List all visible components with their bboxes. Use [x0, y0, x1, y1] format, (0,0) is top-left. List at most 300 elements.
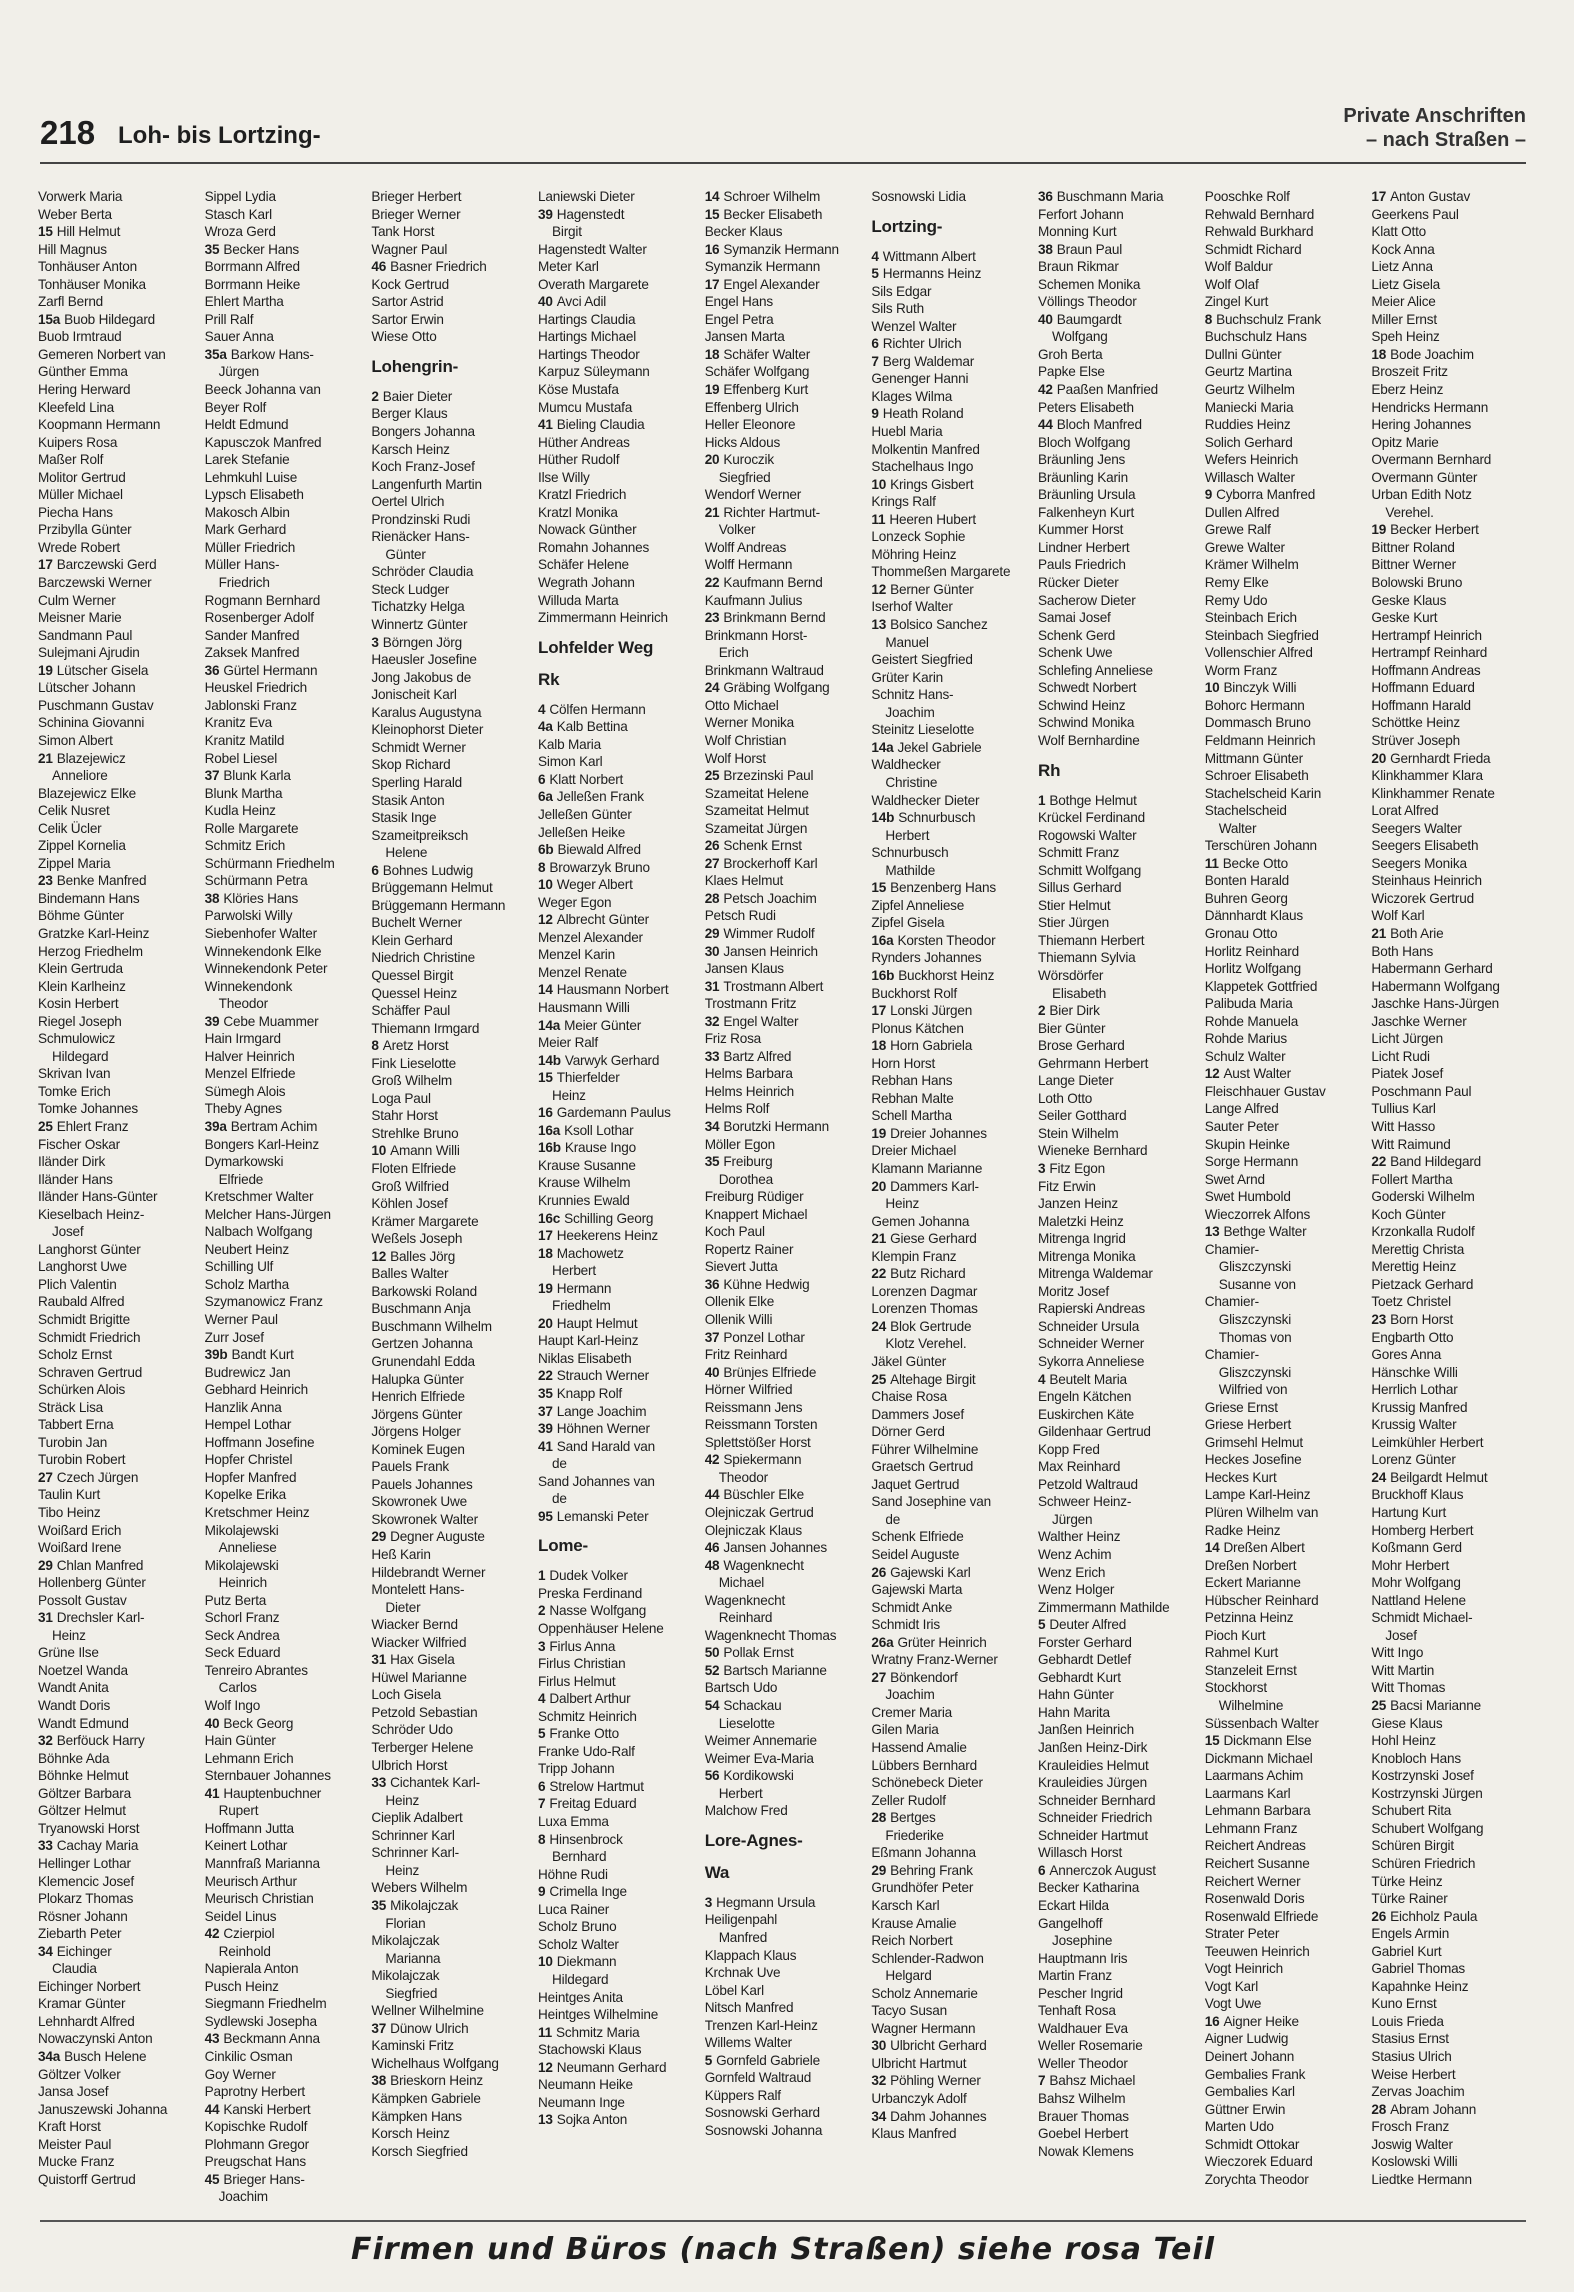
resident-entry — [1038, 1055, 1199, 1073]
resident-entry — [871, 1581, 1032, 1599]
resident-name: Beyer Rolf — [204, 399, 267, 415]
resident-entry — [705, 2052, 866, 2070]
resident-entry — [1205, 2101, 1366, 2119]
resident-entry — [38, 1276, 199, 1294]
resident-name: Stasius Ernst — [1371, 2031, 1449, 2047]
resident-entry — [1038, 416, 1199, 434]
resident-name: Meier Alice — [1371, 294, 1436, 310]
resident-entry — [371, 1827, 532, 1845]
resident-name: Tenhaft Rosa — [1038, 2003, 1116, 2019]
resident-entry — [1038, 862, 1199, 880]
resident-name: Mitrenga Waldemar — [1038, 1266, 1153, 1282]
resident-name: Terschüren Johann — [1204, 838, 1317, 854]
resident-name: Meier Günter — [564, 1017, 642, 1033]
resident-entry — [205, 1118, 366, 1136]
resident-name: Cachay Maria — [56, 1838, 139, 1854]
resident-name: Kretschmer Heinz — [204, 1505, 310, 1521]
resident-entry — [371, 756, 532, 774]
resident-name: Kostrzynski Jürgen — [1371, 1785, 1483, 1801]
resident-name: Wieneke Bernhard — [1038, 1143, 1148, 1159]
house-number: 4 — [1038, 1371, 1046, 1387]
resident-name: Sandmann Paul — [38, 627, 133, 643]
resident-name: Leimkühler Herbert — [1371, 1434, 1484, 1450]
resident-entry — [38, 1662, 199, 1680]
resident-entry — [1205, 837, 1366, 855]
resident-name: Urbanczyk Adolf — [871, 2090, 967, 2106]
resident-name: Rebhan Hans — [871, 1073, 953, 1089]
resident-entry — [1371, 1820, 1532, 1838]
resident-entry — [1205, 1399, 1366, 1417]
resident-entry — [1038, 827, 1199, 845]
resident-entry — [538, 1795, 699, 1813]
resident-entry — [1371, 2171, 1532, 2189]
resident-entry — [38, 1802, 199, 1820]
resident-name: Hausmann Willi — [538, 999, 630, 1015]
resident-entry — [871, 809, 1032, 827]
resident-name: Giese Gerhard — [890, 1231, 977, 1247]
resident-entry — [538, 206, 699, 224]
resident-entry — [38, 223, 199, 241]
resident-name: Theby Agnes — [204, 1101, 282, 1117]
resident-name: Bohorc Hermann — [1204, 697, 1305, 713]
resident-entry — [1371, 556, 1532, 574]
resident-entry — [205, 2048, 366, 2066]
resident-entry — [538, 1315, 699, 1333]
resident-name: Schnurbusch — [898, 810, 976, 826]
resident-entry — [38, 697, 199, 715]
resident-entry — [205, 1890, 366, 1908]
resident-name: Kopelke Erika — [204, 1487, 286, 1503]
resident-name: Klaus Manfred — [871, 2126, 957, 2142]
resident-name: Reissmann Torsten — [704, 1417, 818, 1433]
resident-entry — [705, 311, 866, 329]
resident-entry — [1371, 381, 1532, 399]
resident-entry — [705, 556, 866, 574]
resident-name: Meisner Marie — [38, 610, 122, 626]
resident-entry — [871, 1879, 1032, 1897]
resident-name: Krause Amalie — [871, 1915, 957, 1931]
resident-name: Simon Karl — [538, 754, 603, 770]
resident-name: Korsten Theodor — [897, 932, 996, 948]
resident-entry — [371, 2108, 532, 2126]
house-number: 22 — [538, 1368, 553, 1384]
resident-entry — [371, 511, 532, 529]
house-number: 35 — [704, 1154, 720, 1170]
resident-entry — [1371, 732, 1532, 750]
resident-name: Napierala Anton — [204, 1961, 299, 1977]
resident-name: Schürmann Friedhelm — [204, 855, 335, 871]
resident-name: Sievert Jutta — [704, 1259, 778, 1275]
resident-entry — [371, 581, 532, 599]
house-number: 39b — [204, 1347, 228, 1363]
listing-column-5 — [705, 188, 872, 2188]
resident-entry — [1038, 967, 1199, 985]
resident-entry — [205, 767, 366, 785]
resident-entry — [38, 539, 199, 557]
resident-entry — [205, 486, 366, 504]
resident-entry — [205, 521, 366, 539]
resident-name: Olejniczak Klaus — [704, 1522, 802, 1538]
house-number: 24 — [1371, 1469, 1387, 1485]
house-number: 34 — [704, 1118, 720, 1134]
resident-entry — [705, 1241, 866, 1259]
resident-name: Marten Udo — [1204, 2119, 1274, 2135]
resident-entry — [1371, 697, 1532, 715]
resident-entry — [871, 1406, 1032, 1424]
resident-name: Trenzen Karl-Heinz — [704, 2017, 818, 2033]
resident-name: Lietz Anna — [1371, 259, 1433, 275]
resident-name: Machowetz — [556, 1245, 624, 1261]
resident-entry — [1038, 879, 1199, 897]
resident-name: Freiburg Rüdiger — [704, 1189, 804, 1205]
resident-entry — [705, 1679, 866, 1697]
resident-entry — [705, 2034, 866, 2052]
resident-name: Gürtel Hermann — [223, 662, 318, 678]
resident-name: Schell Martha — [871, 1108, 952, 1124]
house-number: 6 — [371, 862, 379, 878]
resident-name: Putz Berta — [204, 1592, 267, 1608]
resident-entry — [205, 750, 366, 768]
resident-entry — [371, 879, 532, 897]
resident-name: Kordikowski — [723, 1768, 794, 1784]
resident-name: Wimmer Rudolf — [723, 925, 815, 941]
resident-entry — [1371, 1644, 1532, 1662]
resident-entry — [38, 820, 199, 838]
resident-entry — [705, 2069, 866, 2087]
resident-name: Mitrenga Ingrid — [1038, 1231, 1126, 1247]
resident-name: Effenberg Ulrich — [704, 399, 799, 415]
listing-column-1 — [38, 188, 205, 2188]
resident-entry — [1038, 1669, 1199, 1687]
resident-entry — [1038, 809, 1199, 827]
resident-entry — [371, 1090, 532, 1108]
resident-entry — [1038, 1037, 1199, 1055]
resident-entry — [1371, 1311, 1532, 1329]
resident-name: Molitor Gertrud — [38, 469, 126, 485]
resident-name: Petsch Rudi — [704, 908, 776, 924]
resident-name: Steinbach Siegfried — [1204, 627, 1319, 643]
resident-name: Zimmermann Heinrich — [538, 610, 668, 626]
resident-name: Josef — [52, 1224, 84, 1240]
resident-entry — [371, 2090, 532, 2108]
resident-name: Müller Friedrich — [204, 539, 296, 555]
resident-name: Berföuck Harry — [56, 1733, 145, 1749]
resident-name: Carlos — [218, 1680, 257, 1696]
resident-entry — [205, 206, 366, 224]
resident-entry — [538, 1883, 699, 1901]
resident-entry — [705, 1048, 866, 1066]
resident-name: Seck Andrea — [204, 1627, 280, 1643]
resident-name: Zeller Rudolf — [871, 1792, 946, 1808]
resident-entry — [1205, 1697, 1366, 1715]
resident-entry — [705, 1767, 866, 1785]
resident-entry — [1371, 293, 1532, 311]
resident-entry — [871, 616, 1032, 634]
resident-name: Molkentin Manfred — [871, 441, 980, 457]
resident-name: Schmidt Michael- — [1371, 1610, 1473, 1626]
resident-name: Hildebrandt Werner — [371, 1564, 486, 1580]
resident-name: Barkow Hans- — [230, 346, 314, 362]
resident-entry — [1205, 1013, 1366, 1031]
resident-name: Kratzl Friedrich — [538, 487, 627, 503]
resident-name: Grunendahl Edda — [371, 1354, 475, 1369]
resident-entry — [205, 820, 366, 838]
resident-entry — [1205, 1522, 1366, 1540]
resident-name: Jelleßen Frank — [556, 789, 644, 805]
resident-entry — [38, 925, 199, 943]
house-number: 28 — [1371, 2101, 1387, 2117]
resident-entry — [705, 1293, 866, 1311]
resident-name: Baumgardt — [1056, 311, 1122, 327]
resident-name: Cieplik Adalbert — [371, 1810, 463, 1826]
resident-name: Dörner Gerd — [871, 1424, 945, 1440]
resident-entry — [1205, 1750, 1366, 1768]
resident-name: Larek Stefanie — [204, 452, 290, 468]
resident-entry — [371, 985, 532, 1003]
resident-entry — [538, 609, 699, 627]
resident-name: Firlus Helmut — [538, 1673, 616, 1689]
resident-entry — [1371, 644, 1532, 662]
resident-entry — [871, 1020, 1032, 1038]
resident-entry — [1205, 1083, 1366, 1101]
resident-entry — [871, 669, 1032, 687]
resident-name: Blunk Martha — [204, 785, 283, 801]
house-number: 20 — [704, 452, 720, 468]
resident-name: Maßer Rolf — [38, 452, 104, 468]
resident-name: Woißard Irene — [38, 1540, 122, 1556]
resident-entry — [38, 837, 199, 855]
resident-entry — [371, 528, 532, 546]
house-number: 44 — [704, 1487, 720, 1503]
resident-entry — [38, 995, 199, 1013]
resident-name: Schmidt Brigitte — [38, 1312, 130, 1327]
resident-name: Stasius Ulrich — [1371, 2048, 1452, 2064]
resident-name: Deuter Alfred — [1049, 1617, 1127, 1633]
resident-name: Witt Thomas — [1371, 1680, 1446, 1696]
resident-entry — [705, 2017, 866, 2035]
resident-name: Zervas Joachim — [1371, 2084, 1465, 2100]
resident-name: Broszeit Fritz — [1371, 364, 1448, 380]
house-number: 33 — [371, 1775, 387, 1791]
resident-name: Geurtz Wilhelm — [1204, 382, 1295, 398]
resident-entry — [38, 2066, 199, 2084]
listing-column-7 — [1038, 188, 1205, 2188]
resident-entry — [1038, 241, 1199, 259]
resident-entry — [538, 1017, 699, 1035]
resident-entry — [871, 1353, 1032, 1371]
resident-entry — [1205, 399, 1366, 417]
resident-entry — [871, 1300, 1032, 1318]
resident-entry — [1038, 2037, 1199, 2055]
resident-name: Löbel Karl — [704, 1982, 764, 1998]
resident-name: Wandt Edmund — [38, 1715, 129, 1731]
resident-name: Weise Herbert — [1371, 2066, 1456, 2082]
resident-entry — [205, 1100, 366, 1118]
resident-name: Steinhaus Heinrich — [1371, 873, 1482, 889]
resident-name: Stachelhaus Ingo — [871, 459, 974, 475]
resident-entry — [38, 1715, 199, 1733]
resident-entry — [1205, 381, 1366, 399]
house-number: 2 — [538, 1603, 546, 1619]
resident-entry — [1371, 1065, 1532, 1083]
resident-entry — [371, 1423, 532, 1441]
resident-name: Stahr Horst — [371, 1108, 438, 1124]
resident-entry — [38, 732, 199, 750]
resident-name: Laniewski Dieter — [538, 189, 635, 204]
house-number: 17 — [871, 1003, 887, 1019]
resident-entry — [1371, 785, 1532, 803]
house-number: 12 — [538, 2059, 553, 2075]
resident-name: Reinhard — [718, 1610, 773, 1626]
resident-entry — [205, 2136, 366, 2154]
resident-name: Haupt Karl-Heinz — [538, 1333, 639, 1349]
resident-name: Hempel Lothar — [204, 1417, 292, 1433]
resident-name: Wieczorrek Alfons — [1204, 1206, 1311, 1222]
resident-entry — [705, 328, 866, 346]
resident-entry — [1038, 844, 1199, 862]
resident-entry — [205, 960, 366, 978]
resident-name: Seegers Elisabeth — [1371, 838, 1479, 854]
resident-name: Sippel Lydia — [204, 189, 276, 204]
resident-name: Cichantek Karl- — [390, 1775, 481, 1791]
resident-name: Mitrenga Monika — [1038, 1248, 1136, 1264]
resident-name: Wolf Christian — [704, 732, 787, 748]
resident-entry — [38, 1995, 199, 2013]
resident-name: Richter Ulrich — [882, 336, 962, 352]
resident-name: Wegrath Johann — [538, 575, 635, 591]
resident-entry — [38, 1486, 199, 1504]
resident-name: Eberz Heinz — [1371, 382, 1444, 398]
resident-name: Weger Egon — [538, 894, 612, 910]
resident-name: Stasch Karl — [204, 206, 272, 222]
resident-entry — [1038, 1564, 1199, 1582]
resident-entry — [1205, 1329, 1366, 1347]
resident-entry — [1038, 451, 1199, 469]
resident-entry — [1205, 2048, 1366, 2066]
resident-name: Elfriede — [218, 1171, 264, 1187]
resident-entry — [871, 704, 1032, 722]
resident-entry — [705, 1964, 866, 1982]
resident-entry — [38, 1539, 199, 1557]
house-number: 2 — [371, 388, 379, 404]
resident-name: Webers Wilhelm — [371, 1880, 468, 1896]
resident-name: Krings Gisbert — [890, 476, 974, 492]
resident-name: Heckes Kurt — [1204, 1469, 1277, 1485]
resident-name: Kock Gertrud — [371, 276, 450, 292]
resident-entry — [205, 1609, 366, 1627]
resident-name: Korsch Heinz — [371, 2126, 450, 2142]
resident-name: Kopp Fred — [1038, 1441, 1100, 1457]
resident-entry — [205, 328, 366, 346]
resident-name: Tripp Johann — [538, 1761, 615, 1777]
resident-entry — [205, 1311, 366, 1329]
resident-entry — [371, 1564, 532, 1582]
resident-entry — [538, 1953, 699, 1971]
resident-entry — [1205, 1943, 1366, 1961]
resident-entry — [38, 1451, 199, 1469]
resident-name: Przibylla Günter — [38, 522, 132, 538]
resident-entry — [871, 879, 1032, 897]
resident-name: Schraven Gertrud — [38, 1364, 143, 1380]
resident-entry — [38, 1732, 199, 1750]
resident-entry — [705, 1522, 866, 1540]
resident-entry — [205, 1908, 366, 1926]
resident-name: Zingel Kurt — [1204, 294, 1269, 310]
resident-name: Tullius Karl — [1371, 1101, 1436, 1117]
resident-entry — [705, 1399, 866, 1417]
resident-entry — [1205, 346, 1366, 364]
resident-entry — [38, 1609, 199, 1627]
resident-entry — [371, 1721, 532, 1739]
resident-name: Gräbing Wolfgang — [723, 680, 830, 696]
resident-name: Menzel Karin — [538, 947, 615, 963]
resident-entry — [205, 2066, 366, 2084]
resident-name: Theodor — [718, 1469, 768, 1485]
resident-entry — [538, 841, 699, 859]
house-number: 39 — [538, 206, 553, 222]
resident-entry — [871, 1037, 1032, 1055]
resident-entry — [205, 2171, 366, 2189]
resident-name: Heekerens Heinz — [556, 1228, 659, 1244]
resident-name: Wefers Heinrich — [1204, 452, 1299, 468]
resident-entry — [705, 1715, 866, 1733]
resident-entry — [871, 1721, 1032, 1739]
resident-name: Radke Heinz — [1204, 1522, 1281, 1538]
resident-entry — [705, 662, 866, 680]
resident-name: Friedrich — [218, 575, 270, 591]
resident-name: Schmitt Wolfgang — [1038, 862, 1142, 878]
resident-entry — [1038, 258, 1199, 276]
resident-entry — [371, 1897, 532, 1915]
resident-name: Follert Martha — [1371, 1171, 1453, 1187]
resident-entry — [1205, 1504, 1366, 1522]
resident-entry — [1371, 328, 1532, 346]
house-number: 4 — [871, 248, 879, 264]
resident-entry — [1038, 1125, 1199, 1143]
resident-name: Januszewski Johanna — [38, 2101, 168, 2117]
resident-entry — [871, 1844, 1032, 1862]
resident-entry — [371, 1037, 532, 1055]
resident-name: Langenfurth Martin — [371, 476, 482, 492]
resident-name: Pauls Friedrich — [1038, 557, 1126, 573]
resident-entry — [1205, 1065, 1366, 1083]
resident-name: Wenz Holger — [1038, 1582, 1115, 1598]
resident-name: Budrewicz Jan — [204, 1364, 291, 1380]
resident-name: Raubald Alfred — [38, 1294, 125, 1310]
resident-name: Stachelscheid — [1204, 803, 1287, 819]
resident-entry — [1371, 1153, 1532, 1171]
resident-name: Sümegh Alois — [204, 1083, 286, 1099]
resident-name: Mikolajczak — [371, 1968, 440, 1984]
resident-entry — [205, 1381, 366, 1399]
house-number: 39 — [538, 1421, 553, 1437]
resident-entry — [38, 644, 199, 662]
house-number: 34 — [871, 2108, 887, 2124]
resident-name: Koslowski Willi — [1371, 2154, 1458, 2170]
resident-name: Mikolajewski — [204, 1557, 279, 1573]
resident-entry — [538, 469, 699, 487]
house-number: 24 — [704, 680, 720, 696]
resident-name: Böhnke Ada — [38, 1750, 110, 1766]
resident-name: Giese Klaus — [1371, 1715, 1443, 1731]
resident-entry — [538, 592, 699, 610]
resident-name: Kock Anna — [1371, 241, 1435, 257]
resident-entry — [538, 363, 699, 381]
resident-name: Nasse Wolfgang — [549, 1603, 647, 1619]
resident-name: Buckhorst Heinz — [898, 967, 995, 983]
resident-name: Loga Paul — [371, 1090, 431, 1106]
resident-entry — [1205, 592, 1366, 610]
